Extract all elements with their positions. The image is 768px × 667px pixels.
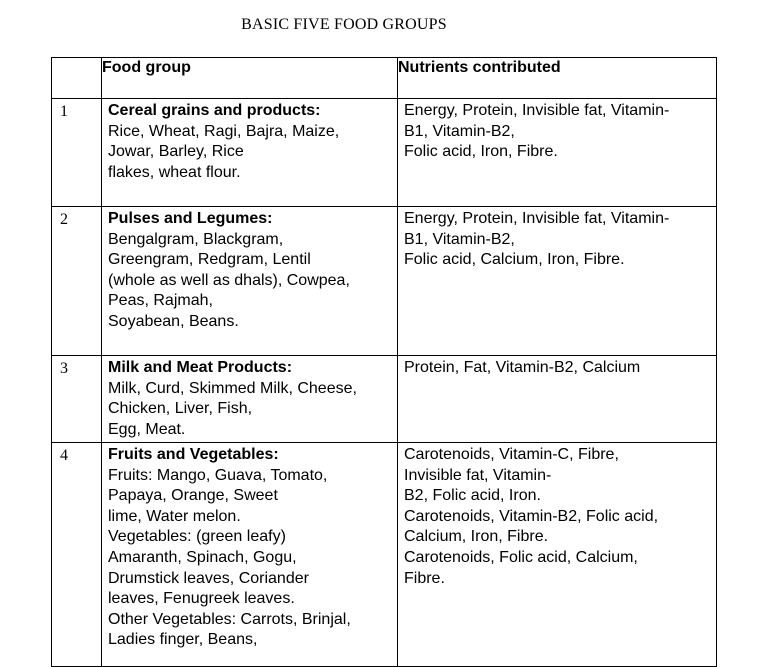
nutrient-line: Carotenoids, Folic acid, Calcium, — [404, 548, 638, 566]
food-group-name: Fruits and Vegetables: — [108, 446, 279, 463]
nutrient-line: Protein, Fat, Vitamin-B2, Calcium — [404, 359, 641, 376]
nutrient-line: Carotenoids, Vitamin-B2, Folic acid, — [404, 507, 659, 525]
row-number: 1 — [52, 99, 102, 207]
food-list-line: Soyabean, Beans. — [108, 312, 239, 330]
nutrients-cell — [398, 207, 717, 356]
food-list-line: (whole as well as dhals), Cowpea, — [108, 271, 350, 289]
nutrient-line: Calcium, Iron, Fibre. — [404, 528, 549, 546]
food-list-line: Amaranth, Spinach, Gogu, — [108, 548, 297, 566]
food-list-line: Peas, Rajmah, — [108, 292, 213, 310]
header-food-group: Food group — [102, 58, 398, 99]
food-list-line: leaves, Fenugreek leaves. — [108, 590, 295, 608]
nutrient-line: Folic acid, Iron, Fibre. — [404, 143, 558, 161]
food-list-line: Greengram, Redgram, Lentil — [108, 251, 311, 269]
food-list-line: Vegetables: (green leafy) — [108, 528, 286, 546]
table-row — [52, 443, 717, 667]
food-list-line: Egg, Meat. — [108, 420, 186, 438]
nutrients-cell — [398, 99, 717, 207]
food-group-cell — [102, 207, 398, 356]
food-list-line: Chicken, Liver, Fish, — [108, 400, 253, 418]
food-group-cell — [102, 443, 398, 667]
nutrient-line: Folic acid, Calcium, Iron, Fibre. — [404, 251, 625, 269]
nutrients-cell — [398, 443, 717, 667]
food-group-name: Milk and Meat Products: — [108, 359, 293, 376]
header-nutrients: Nutrients contributed — [398, 58, 717, 99]
header-number — [52, 58, 102, 99]
nutrient-line: B2, Folic acid, Iron. — [404, 487, 541, 505]
food-groups-table — [51, 57, 717, 667]
nutrient-line: B1, Vitamin-B2, — [404, 230, 515, 248]
nutrient-line: Energy, Protein, Invisible fat, Vitamin- — [404, 210, 670, 227]
row-number: 3 — [52, 356, 102, 443]
food-list-line: Drumstick leaves, Coriander — [108, 569, 309, 587]
table-header-row — [52, 58, 717, 99]
nutrient-line: Fibre. — [404, 569, 445, 587]
document-title: BASIC FIVE FOOD GROUPS — [241, 16, 447, 33]
food-group-name: Cereal grains and products: — [108, 102, 321, 119]
nutrient-line: B1, Vitamin-B2, — [404, 122, 515, 140]
nutrient-line: Carotenoids, Vitamin-C, Fibre, — [404, 446, 619, 463]
food-list-line: Rice, Wheat, Ragi, Bajra, Maize, — [108, 122, 340, 140]
food-list-line: Fruits: Mango, Guava, Tomato, — [108, 466, 328, 484]
food-list-line: Jowar, Barley, Rice — [108, 143, 244, 161]
food-list-line: flakes, wheat flour. — [108, 163, 241, 181]
food-list-line: Milk, Curd, Skimmed Milk, Cheese, — [108, 379, 357, 397]
table-row — [52, 99, 717, 207]
food-list-line: Papaya, Orange, Sweet — [108, 487, 278, 505]
nutrient-line: Invisible fat, Vitamin- — [404, 466, 552, 484]
food-group-cell — [102, 356, 398, 443]
row-number: 4 — [52, 443, 102, 667]
food-list-line: Bengalgram, Blackgram, — [108, 230, 284, 248]
table-row — [52, 207, 717, 356]
food-list-line: Other Vegetables: Carrots, Brinjal, — [108, 610, 351, 628]
row-number: 2 — [52, 207, 102, 356]
food-group-name: Pulses and Legumes: — [108, 210, 273, 227]
nutrient-line: Energy, Protein, Invisible fat, Vitamin- — [404, 102, 670, 119]
food-list-line: Ladies finger, Beans, — [108, 631, 258, 649]
food-group-cell — [102, 99, 398, 207]
table-row — [52, 356, 717, 443]
food-list-line: lime, Water melon. — [108, 507, 241, 525]
nutrients-cell — [398, 356, 717, 443]
